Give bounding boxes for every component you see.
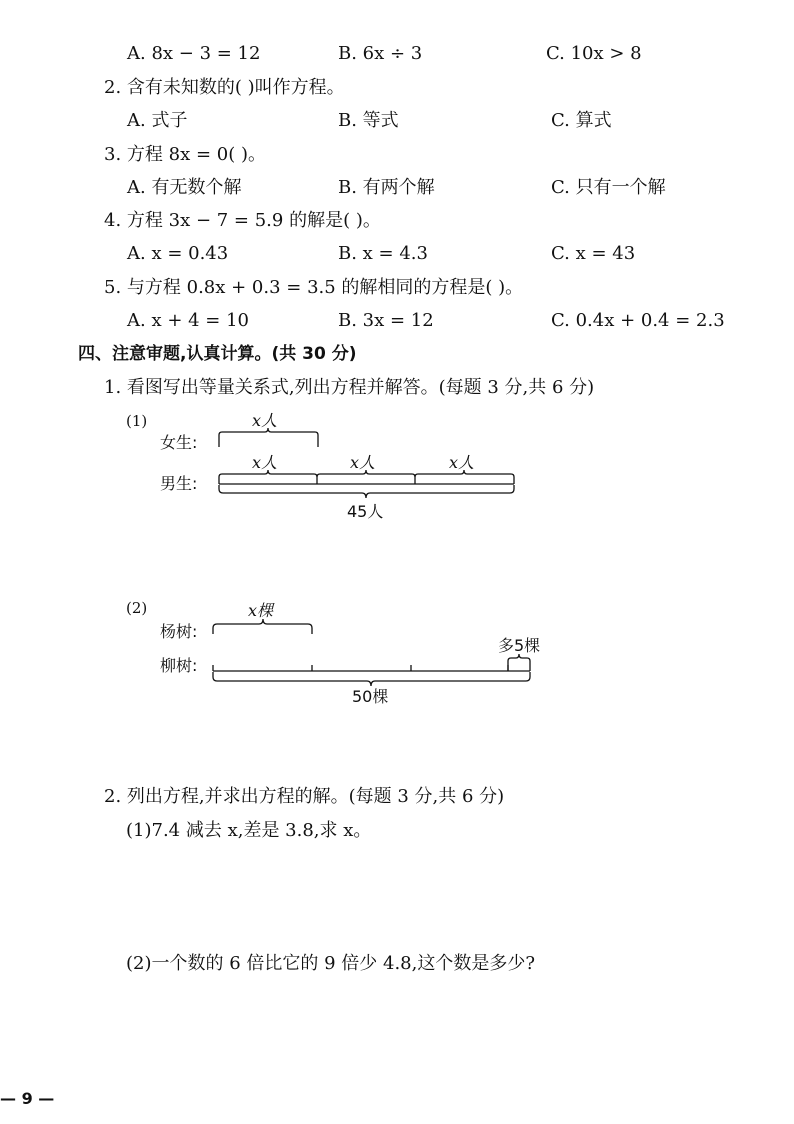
poplar-brace-label: x棵: [248, 601, 274, 620]
q1-option-a: A. 8x − 3 = 12: [127, 43, 261, 64]
q2-option-c: C. 算式: [551, 110, 612, 131]
q2-option-a: A. 式子: [127, 110, 188, 131]
boys-total-label: 45人: [347, 502, 384, 521]
q2-option-b: B. 等式: [338, 110, 399, 131]
extra-label: 多5棵: [498, 636, 541, 655]
q4-option-c: C. x = 43: [551, 243, 636, 264]
q3-stem: 3. 方程 8x = 0( )。: [104, 144, 266, 165]
boys-segment-1: [219, 470, 317, 484]
q3-option-a: A. 有无数个解: [127, 177, 242, 198]
sub2-item-2: (2)一个数的 6 倍比它的 9 倍少 4.8,这个数是多少?: [126, 953, 536, 974]
q4-option-a: A. x = 0.43: [127, 243, 229, 264]
item1-number: (1): [126, 412, 148, 430]
poplar-bar: [213, 619, 312, 634]
boys-brace-label-2: x人: [350, 453, 376, 472]
boys-label: 男生:: [160, 474, 198, 493]
section4-sub1: 1. 看图写出等量关系式,列出方程并解答。(每题 3 分,共 6 分): [104, 377, 595, 398]
q3-option-b: B. 有两个解: [338, 177, 435, 198]
q1-option-c: C. 10x > 8: [546, 43, 642, 64]
q4-stem: 4. 方程 3x − 7 = 5.9 的解是( )。: [104, 210, 381, 231]
extra-brace: [508, 654, 530, 671]
q5-option-a: A. x + 4 = 10: [127, 310, 250, 331]
boys-brace-label-3: x人: [449, 453, 475, 472]
boys-segment-2: [317, 470, 415, 484]
q1-option-b: B. 6x ÷ 3: [338, 43, 423, 64]
q4-option-b: B. x = 4.3: [338, 243, 428, 264]
q3-option-c: C. 只有一个解: [551, 177, 666, 198]
girls-brace-label: x人: [252, 411, 278, 430]
girls-bar: [219, 428, 318, 447]
q2-stem: 2. 含有未知数的( )叫作方程。: [104, 77, 345, 98]
q5-option-c: C. 0.4x + 0.4 = 2.3: [551, 310, 725, 331]
willow-total-brace: [213, 672, 530, 686]
willow-label: 柳树:: [160, 656, 198, 675]
sub2-item-1: (1)7.4 减去 x,差是 3.8,求 x。: [126, 820, 372, 841]
section4-sub2: 2. 列出方程,并求出方程的解。(每题 3 分,共 6 分): [104, 786, 505, 807]
page-number: — 9 —: [0, 1089, 55, 1108]
boys-brace-label-1: x人: [252, 453, 278, 472]
willow-total-label: 50棵: [352, 687, 389, 706]
boys-total-brace: [219, 485, 514, 498]
boys-segment-3: [415, 470, 514, 484]
poplar-label: 杨树:: [160, 622, 198, 641]
girls-label: 女生:: [160, 433, 198, 452]
item2-number: (2): [126, 599, 148, 617]
q5-option-b: B. 3x = 12: [338, 310, 434, 331]
section-heading: 四、注意审题,认真计算。(共 30 分): [78, 344, 357, 364]
q5-stem: 5. 与方程 0.8x + 0.3 = 3.5 的解相同的方程是( )。: [104, 277, 524, 298]
